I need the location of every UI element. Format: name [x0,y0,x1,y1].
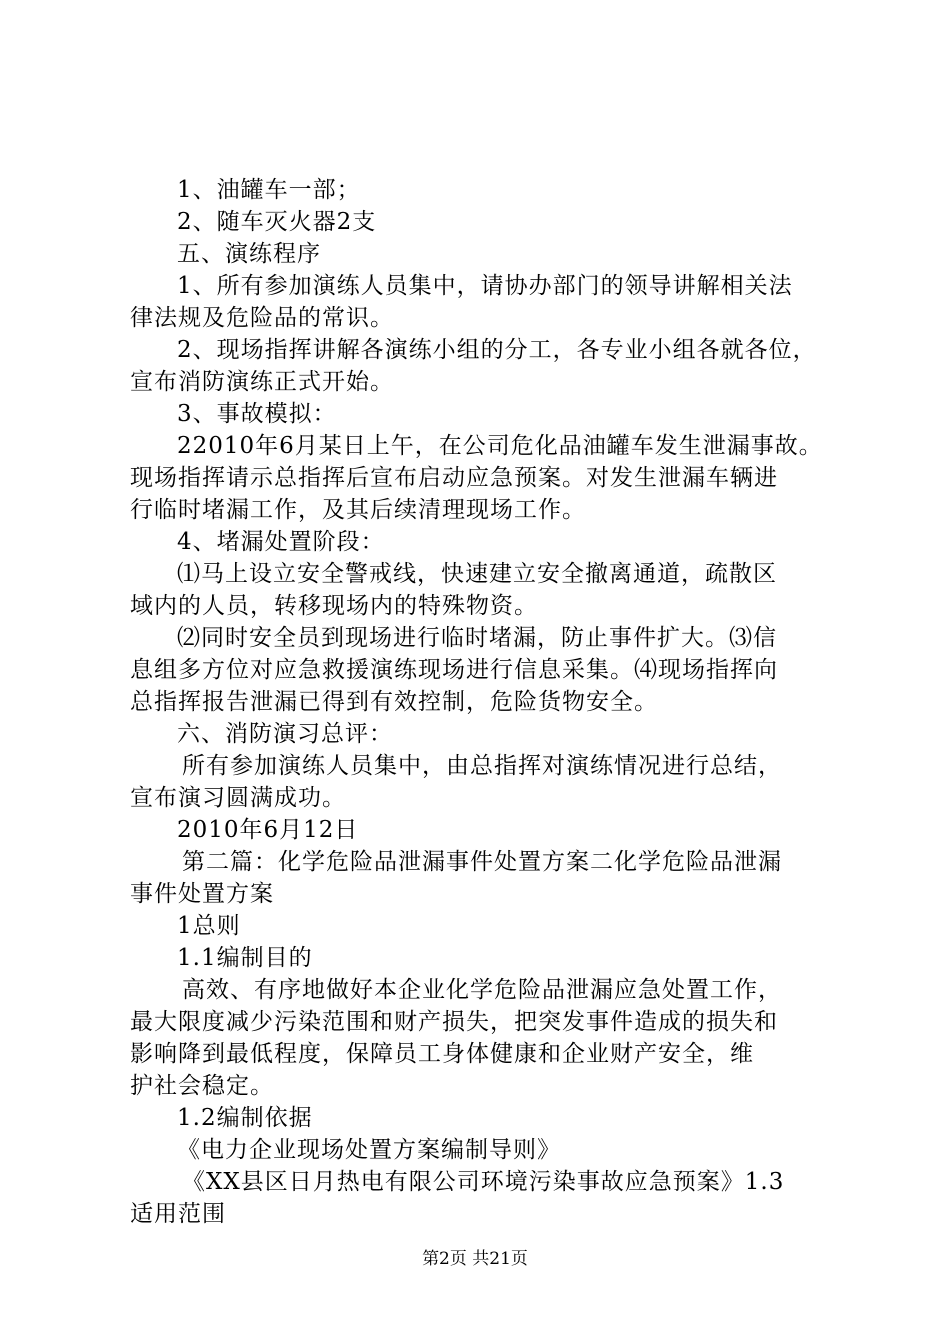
section-heading: 五、演练程序 [177,241,321,267]
text-line: 高效、有序地做好本企业化学危险品泄漏应急处置工作， [182,977,782,1003]
text-line: 域内的人员，转移现场内的特殊物资。 [130,593,538,619]
text-line: ⑵同时安全员到现场进行临时堵漏，防止事件扩大。⑶信 [177,625,777,651]
section-heading: 1.2编制依据 [177,1105,313,1131]
text-line: 宣布消防演练正式开始。 [130,369,394,395]
text-line: 3、事故模拟： [177,401,337,427]
text-line: 最大限度减少污染范围和财产损失，把突发事件造成的损失和 [130,1009,778,1035]
text-line: 《电力企业现场处置方案编制导则》 [177,1137,561,1163]
section-heading: 六、消防演习总评： [177,721,393,747]
page-number-footer: 第2页 共21页 [422,1249,528,1269]
text-line: 护社会稳定。 [130,1073,274,1099]
text-line: 影响降到最低程度，保障员工身体健康和企业财产安全，维 [130,1041,754,1067]
text-line: 总指挥报告泄漏已得到有效控制，危险货物安全。 [130,689,658,715]
text-line: 1、油罐车一部； [177,177,361,203]
text-line: 事件处置方案 [130,881,274,907]
text-line: 适用范围 [130,1201,226,1227]
text-line: ⑴马上设立安全警戒线，快速建立安全撤离通道，疏散区 [177,561,777,587]
text-line: 2、随车灭火器2支 [177,209,377,235]
section-heading: 1.1编制目的 [177,945,313,971]
text-line: 2、现场指挥讲解各演练小组的分工，各专业小组各就各位， [177,337,817,363]
section-heading: 1总则 [177,913,241,939]
text-line: 律法规及危险品的常识。 [130,305,394,331]
text-line: 《XX县区日月热电有限公司环境污染事故应急预案》1.3 [182,1169,785,1195]
text-line: 行临时堵漏工作，及其后续清理现场工作。 [130,497,586,523]
chapter-heading: 第二篇：化学危险品泄漏事件处置方案二化学危险品泄漏 [182,849,782,875]
text-line: 所有参加演练人员集中，由总指挥对演练情况进行总结， [182,753,782,779]
text-line: 宣布演习圆满成功。 [130,785,346,811]
text-line: 4、堵漏处置阶段： [177,529,385,555]
text-line: 1、所有参加演练人员集中，请协办部门的领导讲解相关法 [177,273,793,299]
date-line: 2010年6月12日 [177,817,359,843]
text-line: 息组多方位对应急救援演练现场进行信息采集。⑷现场指挥向 [130,657,778,683]
text-line: 22010年6月某日上午，在公司危化品油罐车发生泄漏事故。 [177,433,823,459]
text-line: 现场指挥请示总指挥后宣布启动应急预案。对发生泄漏车辆进 [130,465,778,491]
document-body [130,174,835,1230]
